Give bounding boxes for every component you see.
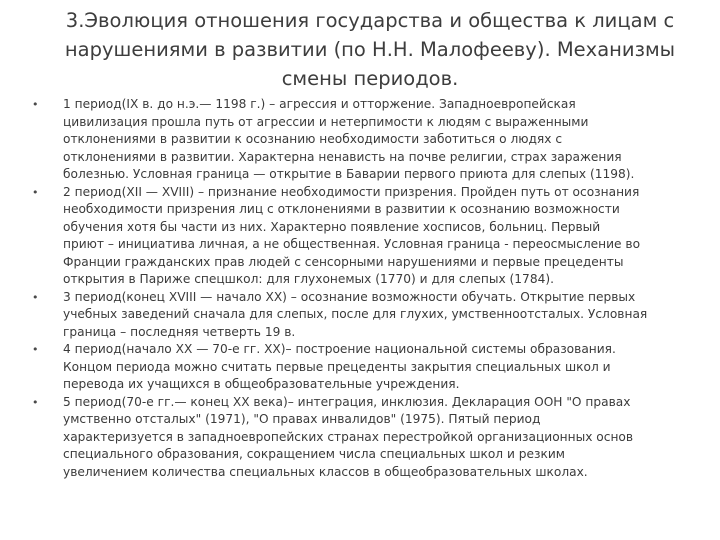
text-line: 4 период(начало XX — 70-е гг. XX)– построение национальной системы образования. bbox=[63, 342, 616, 356]
bullet-icon: • bbox=[32, 395, 39, 409]
list-item-text bbox=[63, 96, 683, 184]
text-line: граница – последняя четверть 19 в. bbox=[63, 324, 296, 339]
text-line: умственно отсталых" (1971), "О правах инвалидов" (1975). Пятый период bbox=[63, 412, 541, 426]
text-line: отклонениями в развитии. Характерна ненависть на почве религии, страх заражения bbox=[63, 149, 622, 164]
title-line: 3.Эволюция отношения государства и общества к лицам с bbox=[65, 9, 675, 32]
list-item-text bbox=[63, 184, 683, 289]
text-line: 2 период(XII — XVIII) – признание необходимости призрения. Пройден путь от осознания bbox=[63, 184, 640, 199]
title-line: смены периодов. bbox=[281, 67, 459, 90]
text-line: приют – инициатива личная, а не общественная. Условная граница - переосмысление во bbox=[63, 237, 641, 251]
bullet-icon: • bbox=[32, 343, 39, 356]
text-line: специального образования, сокращением числа специальных школ и резким bbox=[63, 447, 565, 461]
text-line: учебных заведений сначала для слепых, после для глухих, умственноотсталых. Условная bbox=[63, 307, 648, 321]
bullet-icon: • bbox=[32, 185, 39, 199]
text-line: характеризуется в западноевропейских странах перестройкой организационных основ bbox=[63, 429, 634, 444]
title-line: нарушениями в развитии (по Н.Н. Малофееву). Механизмы bbox=[64, 38, 676, 61]
text-line: перевода их учащихся в общеобразовательные учреждения. bbox=[63, 377, 460, 391]
list-item-text bbox=[63, 394, 683, 482]
text-line: увеличением количества специальных классов в общеобразовательных школах. bbox=[63, 464, 588, 479]
text-line: отклонениями в развитии к осознанию необходимости заботиться о людях с bbox=[63, 132, 563, 146]
list-item-text bbox=[63, 289, 683, 342]
text-line: необходимости призрения лиц с отклонениями в развитии к осознанию возможности bbox=[63, 202, 620, 216]
text-line: 1 период(IX в. до н.э.— 1198 г.) – агрессия и отторжение. Западноевропейская bbox=[63, 97, 576, 111]
text-line: Франции гражданских прав людей с сенсорными нарушениями и первые прецеденты bbox=[63, 254, 624, 269]
slide-title bbox=[20, 6, 720, 93]
text-line: Концом периода можно считать первые прецеденты закрытия специальных школ и bbox=[63, 359, 611, 374]
bullet-icon: • bbox=[32, 290, 39, 304]
text-line: болезнью. Условная граница — открытие в Баварии первого приюта для слепых (1198). bbox=[63, 167, 635, 181]
text-line: обучения хотя бы части из них. Характерно появление хосписов, больниц. Первый bbox=[63, 219, 601, 234]
text-line: цивилизация прошла путь от агрессии и нетерпимости к людям с выраженными bbox=[63, 114, 589, 129]
text-line: 5 период(70-е гг.— конец XX века)– интеграция, инклюзия. Декларация ООН "О правах bbox=[63, 394, 631, 409]
text-line: открытия в Париже спецшкол: для глухонемых (1770) и для слепых (1784). bbox=[63, 272, 554, 286]
bullet-icon: • bbox=[32, 98, 39, 111]
list-item-text bbox=[63, 341, 683, 394]
text-line: 3 период(конец XVIII — начало XX) – осознание возможности обучать. Открытие первых bbox=[63, 289, 636, 304]
